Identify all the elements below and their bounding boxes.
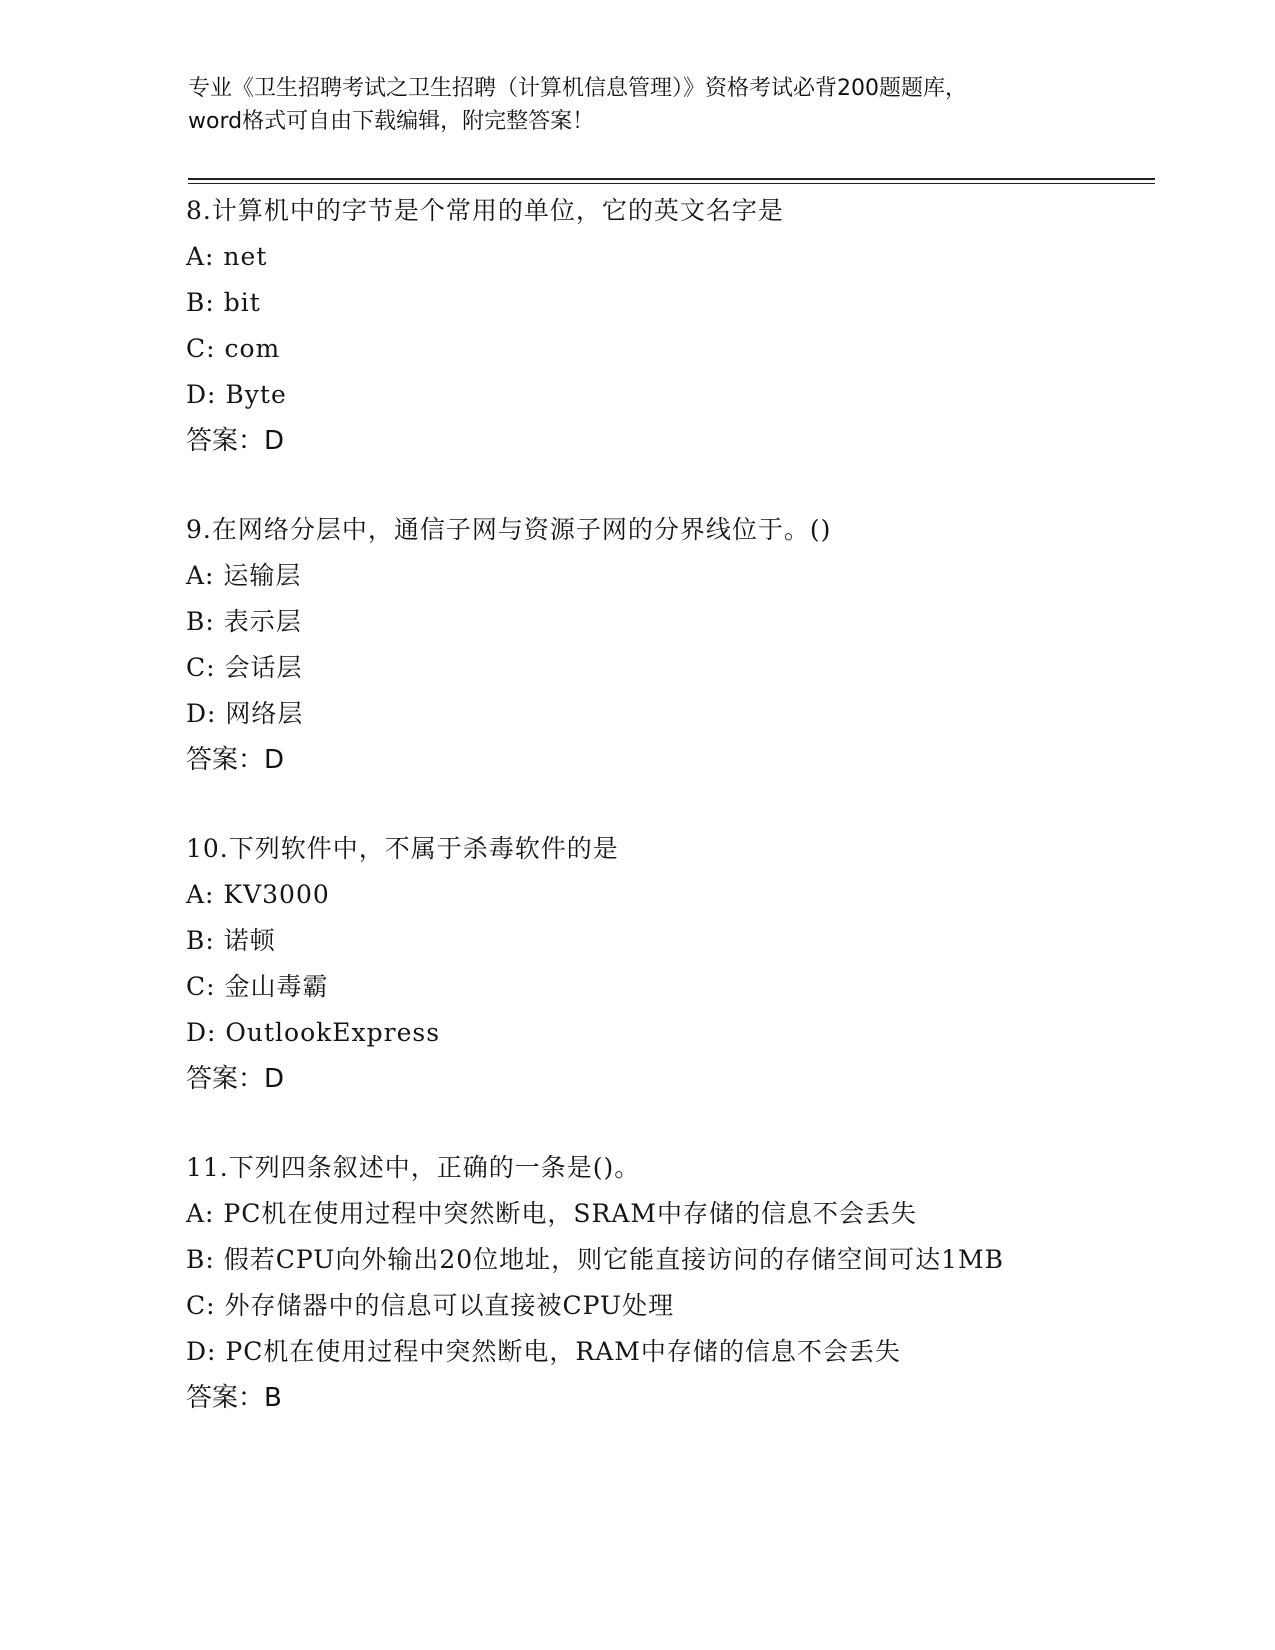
option-a: A: PC机在使用过程中突然断电，SRAM中存储的信息不会丢失: [186, 1199, 917, 1228]
question-title: 9.在网络分层中，通信子网与资源子网的分界线位于。(): [186, 515, 832, 544]
header-divider-thick: [188, 178, 1155, 180]
option-d: D: PC机在使用过程中突然断电，RAM中存储的信息不会丢失: [186, 1337, 901, 1366]
header-line-2: word格式可自由下载编辑，附完整答案！: [188, 109, 595, 134]
option-c: C: 外存储器中的信息可以直接被CPU处理: [186, 1291, 675, 1320]
option-c: C: 金山毒霸: [186, 972, 329, 1001]
option-a: A: KV3000: [186, 880, 330, 909]
option-b: B: bit: [186, 288, 261, 317]
option-b: B: 假若CPU向外输出20位地址，则它能直接访问的存储空间可达1MB: [186, 1245, 1005, 1274]
option-b: B: 诺顿: [186, 926, 276, 955]
option-d: D: OutlookExpress: [186, 1018, 441, 1047]
question-8: [186, 196, 1146, 472]
option-a: A: 运输层: [186, 561, 302, 590]
header-divider-thin: [188, 183, 1155, 184]
question-title: 8.计算机中的字节是个常用的单位，它的英文名字是: [186, 196, 784, 225]
option-c: C: 会话层: [186, 653, 303, 682]
option-b: B: 表示层: [186, 607, 302, 636]
answer: 答案：D: [186, 426, 285, 456]
option-d: D: 网络层: [186, 699, 304, 728]
option-d: D: Byte: [186, 380, 287, 409]
question-11: [186, 1153, 1146, 1429]
option-a: A: net: [186, 242, 268, 271]
question-title: 10.下列软件中，不属于杀毒软件的是: [186, 834, 619, 863]
answer: 答案：B: [186, 1383, 282, 1413]
document-header: [188, 72, 1108, 138]
question-10: [186, 834, 1146, 1110]
option-c: C: com: [186, 334, 281, 363]
answer: 答案：D: [186, 745, 285, 775]
answer: 答案：D: [186, 1064, 285, 1094]
question-title: 11.下列四条叙述中，正确的一条是()。: [186, 1153, 641, 1182]
header-line-1: 专业《卫生招聘考试之卫生招聘（计算机信息管理）》资格考试必背200题题库，: [188, 76, 967, 101]
question-9: [186, 515, 1146, 791]
